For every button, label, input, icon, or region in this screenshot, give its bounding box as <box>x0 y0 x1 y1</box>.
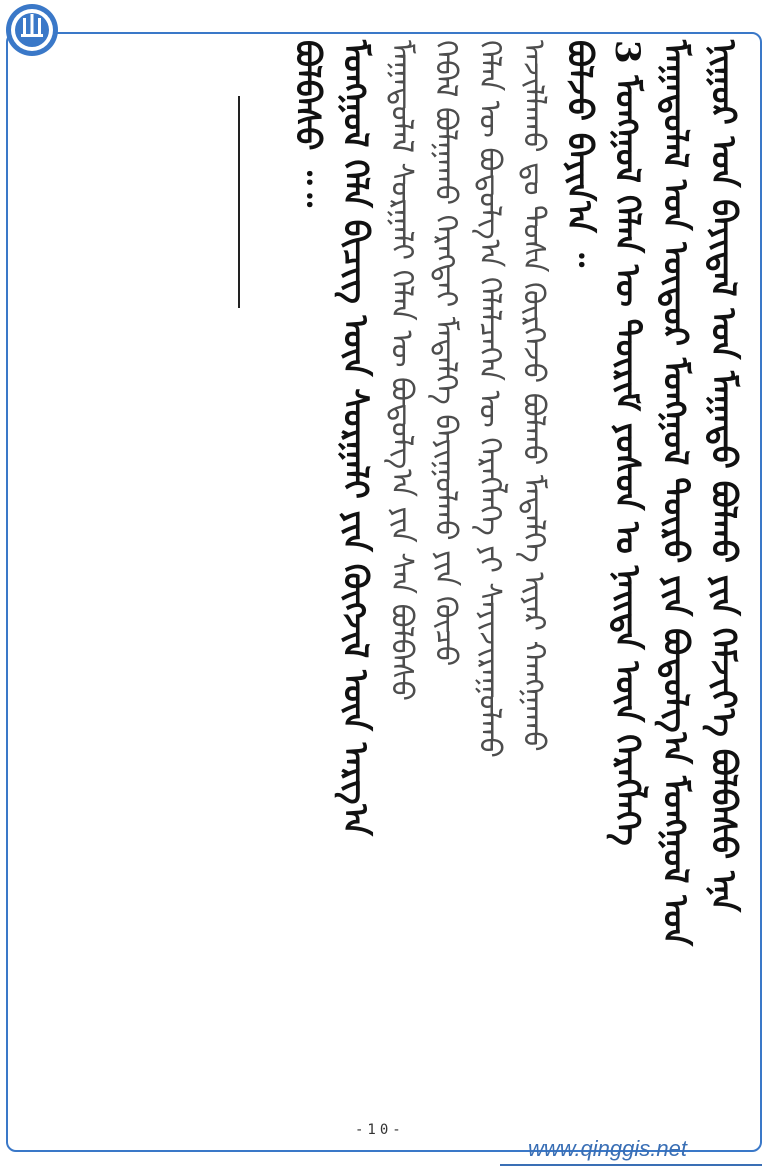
text-column-9: ᠮᠣᠩᠭᠣᠯ ᠬᠡᠯᠡ ᠪᠢᠴᠢᠭ ᠦᠨ ᠰᠤᠷᠭᠠᠯᠢ ᠶᠢᠨ ᠬᠥᠭᠵᠢᠯ ᠦᠨ ᠠᠷᠭ᠎ᠠ <box>335 40 375 837</box>
page-number: -10- <box>355 1122 405 1138</box>
site-url-link[interactable]: www.qinggis.net <box>528 1136 687 1161</box>
text-column-8: ᠮᠠᠭᠠᠳᠤᠯᠠᠯ ᠰᠤᠷᠭᠠᠯᠢ ᠬᠡᠯᠡᠨ ᠦ ᠪᠣᠳᠤᠯᠭ᠎ᠠ ᠶᠢᠨ ᠰᠠᠨ ᠪᠣᠯᠪᠠᠰᠤ <box>384 40 419 702</box>
text-column-2: ᠮᠠᠭᠠᠳᠤᠯᠠᠯ ᠤᠨ ᠦᠳᠦᠷ ᠮᠣᠩᠭᠣᠯ ᠲᠦᠷᠦ ᠶᠢᠨ ᠪᠣᠳᠤᠯᠭ᠎ᠠ ᠮᠣᠩᠭᠣᠯ ᠤᠨ <box>655 40 695 947</box>
text-column-5: ᠠᠵᠢᠯᠯᠠᠬᠤ ᠳᠤ ᠲᠤᠰᠠ ᠬᠦᠷᠭᠡᠵᠦ ᠪᠣᠯᠬᠤ ᠮᠡᠳᠡᠯᠭᠡ ᠢᠶᠡᠷ ᠬᠠᠩᠭᠠᠬᠤ <box>516 40 551 752</box>
text-column-6: ᠬᠡᠯᠡᠨ ᠦ ᠪᠣᠳᠤᠯᠭ᠎ᠠ ᠬᠡᠯᠡᠯᠴᠡᠭᠡᠨ ᠦ ᠬᠡᠷᠡᠭᠯᠡᠭᠡ ᠶᠢ ᠰᠠᠶᠢᠵᠢᠷᠠᠭᠤᠯᠬᠤ <box>472 40 507 758</box>
text-column-3: 3 ᠮᠣᠩᠭᠣᠯ ᠬᠡᠯᠡᠨ ᠦ ᠳᠦᠷᠢᠮ ᠶᠣᠰᠣᠨ ᠤ ᠨᠡᠢᠲᠡ ᠦᠨ ᠬᠡᠷᠡᠭᠯᠡᠭᠡ <box>607 40 647 846</box>
url-underline <box>500 1164 762 1166</box>
note-divider <box>238 96 240 308</box>
text-column-7: ᠬᠡᠪᠡᠯ ᠪᠣᠯᠭᠠᠬᠤ ᠬᠡᠷᠡᠭᠲᠡᠢ ᠮᠡᠳᠡᠯᠭᠡ ᠪᠠᠶᠢᠭᠤᠯᠬᠤ ᠶᠢᠨ ᠬᠦᠴᠦ <box>428 40 463 667</box>
text-columns <box>40 40 743 1140</box>
text-column-4: ᠪᠣᠯᠵᠤ ᠪᠠᠶᠢᠨ᠎ᠠ ᠃ <box>559 40 599 267</box>
text-column-10: ᠪᠣᠯᠪᠠᠰᠤ ᠃᠃ <box>287 40 327 208</box>
text-column-1: ᠨᠢᠭᠤᠷ ᠤᠨ ᠪᠠᠶᠢᠳᠠᠯ ᠤᠨ ᠮᠠᠭᠠᠳᠤ ᠪᠣᠯᠬᠤ ᠶᠢᠨ ᠬᠡᠮᠵᠢᠶ᠎ᠡ ᠪᠣᠯᠪᠠᠰᠤ ᠡᠨᠡ <box>703 40 743 912</box>
